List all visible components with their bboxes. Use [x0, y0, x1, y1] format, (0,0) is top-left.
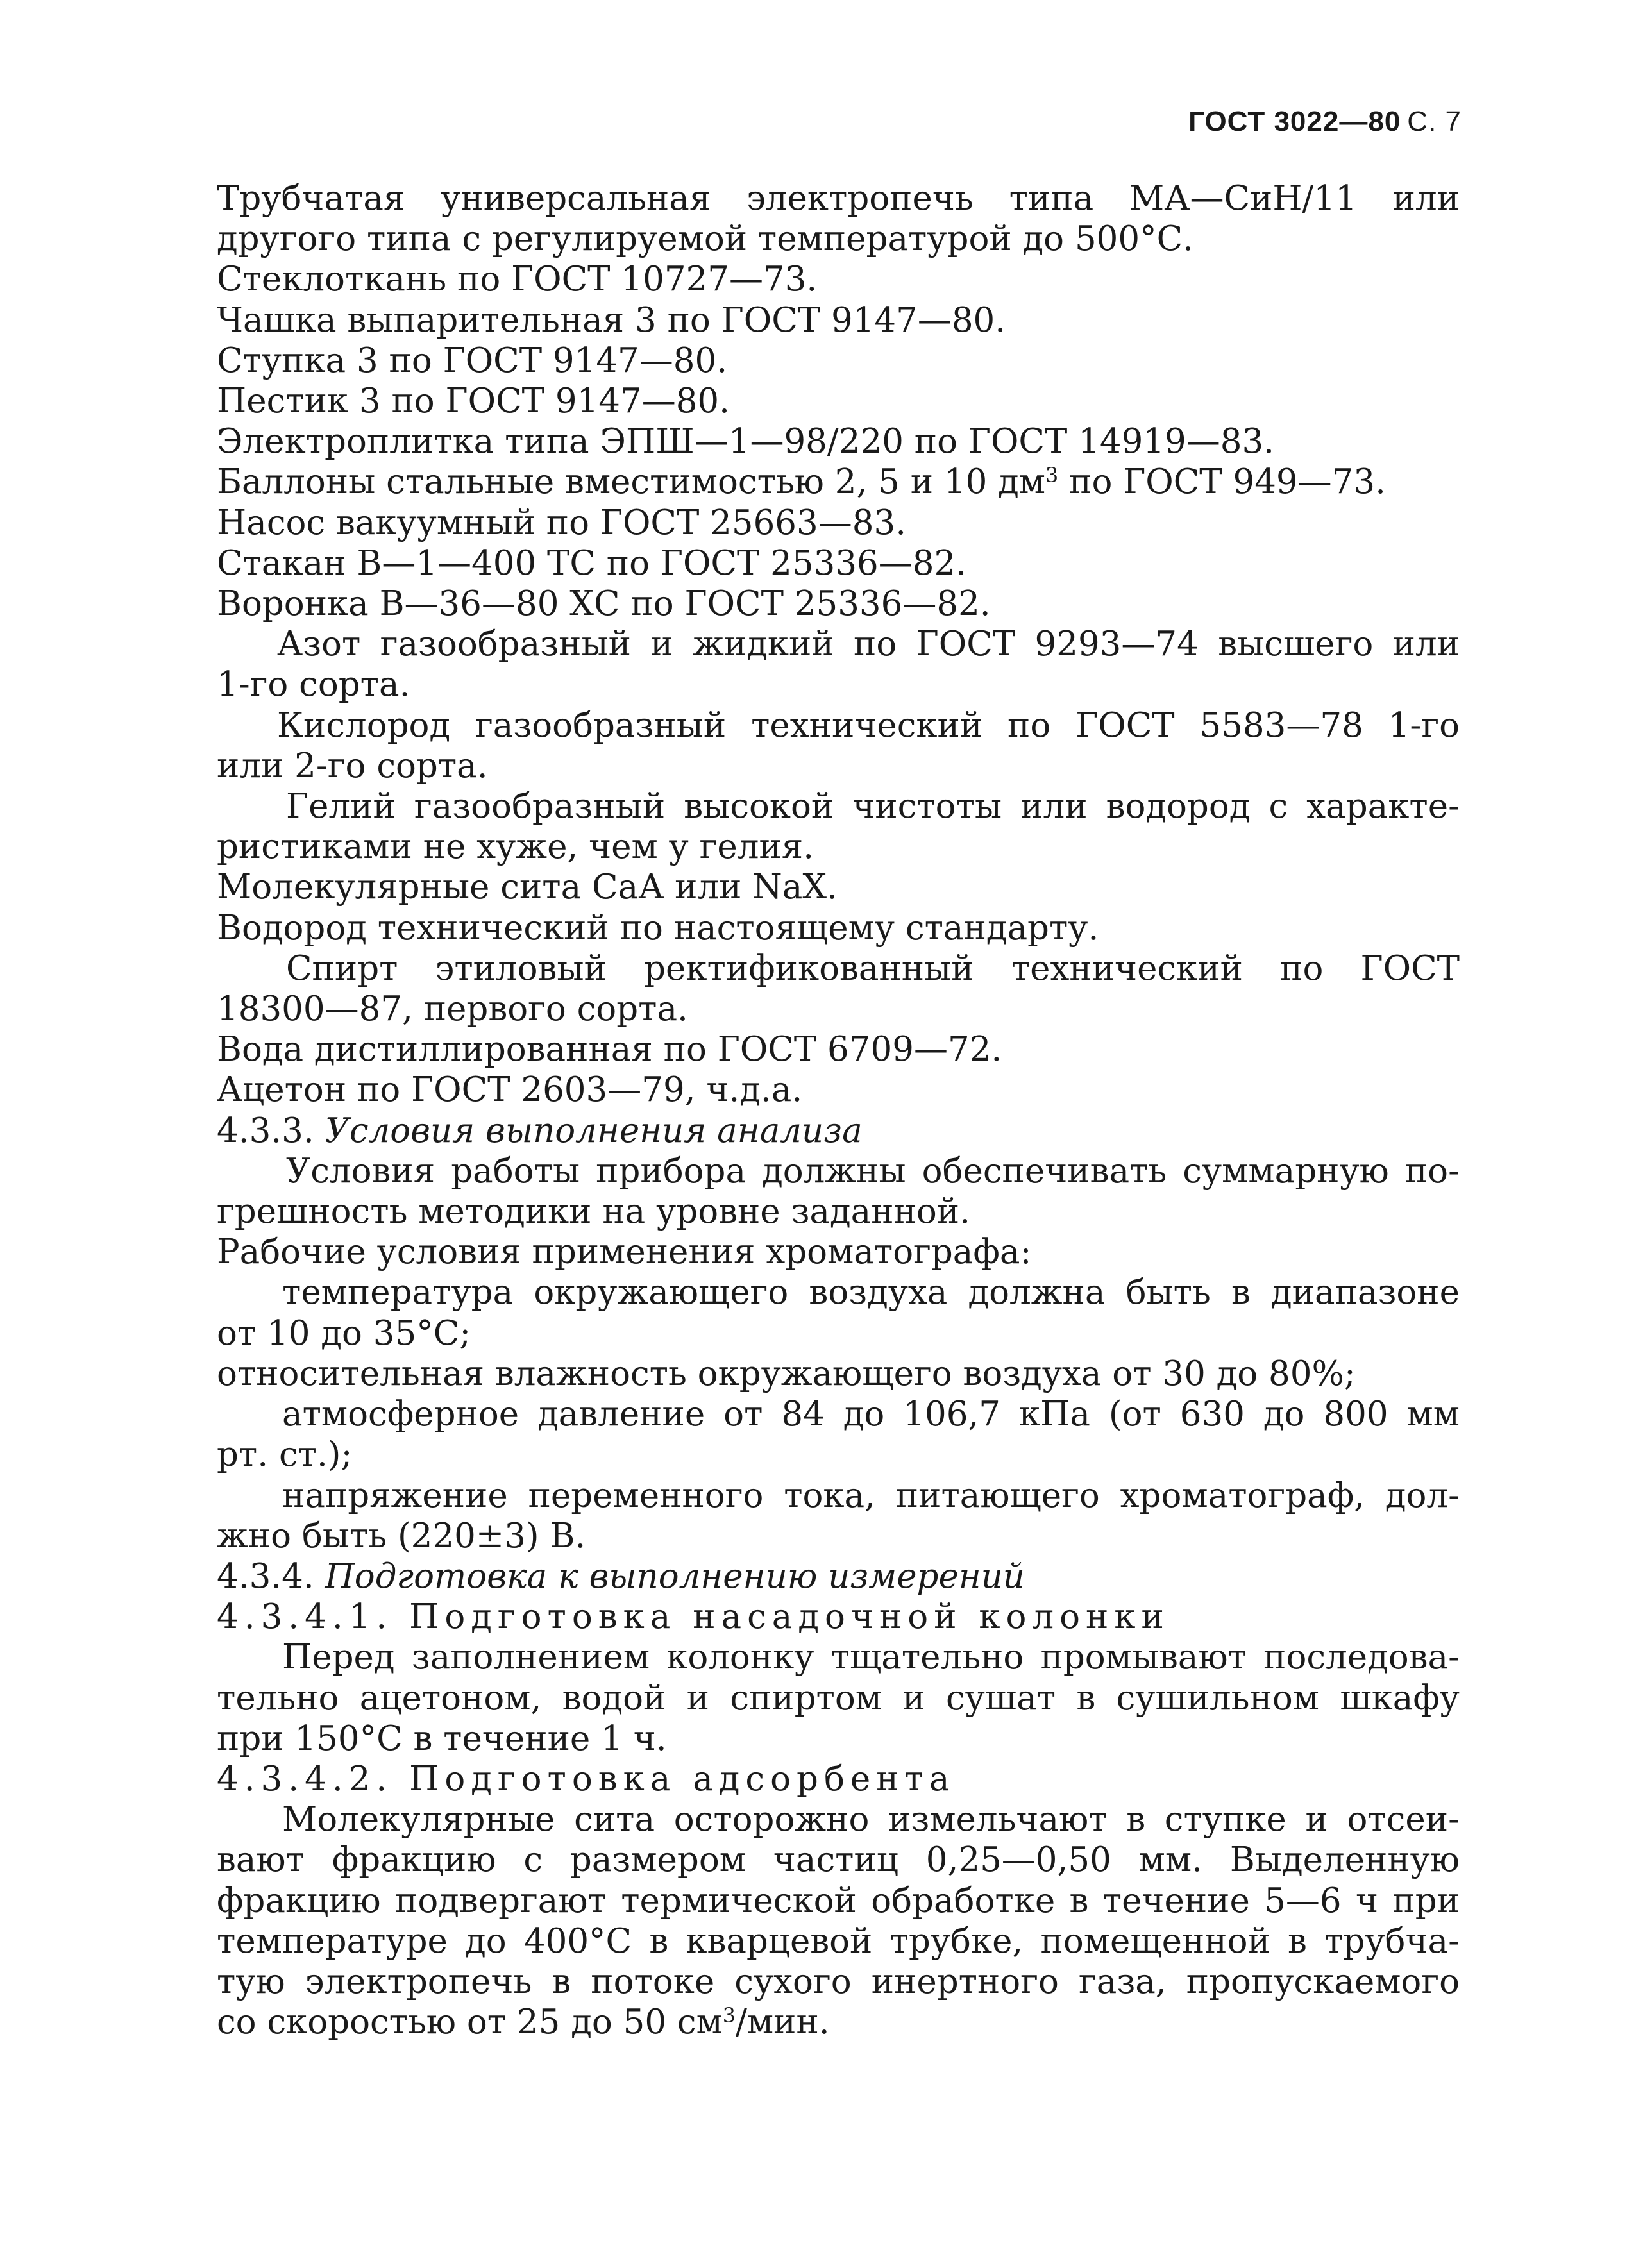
superscript: 3	[1045, 463, 1059, 487]
paragraph-line: Трубчатая универсальная электропечь типа МА—СиН/11 или	[217, 179, 1460, 218]
standard-number: ГОСТ 3022—80	[1188, 106, 1401, 137]
document-body	[217, 178, 1460, 2042]
paragraph-line: Ацетон по ГОСТ 2603—79, ч.д.а.	[217, 1070, 803, 1110]
line-text: Баллоны стальные вместимостью 2, 5 и 10 дм	[217, 462, 1046, 502]
paragraph-line: Стеклоткань по ГОСТ 10727—73.	[217, 260, 818, 299]
paragraph-line: Условия работы прибора должны обеспечивать суммарную по-	[286, 1151, 1460, 1191]
paragraph-line: тельно ацетоном, водой и спиртом и сушат в сушильном шкафу	[217, 1678, 1460, 1718]
paragraph-line: атмосферное давление от 84 до 106,7 кПа (от 630 до 800 мм	[282, 1395, 1460, 1434]
paragraph-line: Водород технический по настоящему стандарту.	[217, 908, 1099, 948]
section-number: 4.3.3.	[217, 1111, 314, 1150]
paragraph-line: фракцию подвергают термической обработке в течение 5—6 ч при	[217, 1881, 1460, 1920]
paragraph-line: от 10 до 35°С;	[217, 1313, 471, 1353]
section-title: Условия выполнения анализа	[325, 1111, 863, 1150]
paragraph-line: Спирт этиловый ректификованный технический по ГОСТ	[286, 948, 1460, 988]
paragraph-line: грешность методики на уровне заданной.	[217, 1192, 970, 1232]
paragraph-line: Воронка В—36—80 ХС по ГОСТ 25336—82.	[217, 584, 991, 624]
paragraph-line: Вода дистиллированная по ГОСТ 6709—72.	[217, 1030, 1002, 1070]
paragraph-line: относительная влажность окружающего воздуха от 30 до 80%;	[217, 1354, 1356, 1393]
superscript: 3	[722, 2003, 736, 2028]
page-header	[1188, 106, 1462, 138]
paragraph-line: Пестик 3 по ГОСТ 9147—80.	[217, 382, 730, 421]
paragraph-line: Молекулярные сита осторожно измельчают в ступке и отсеи-	[282, 1800, 1460, 1840]
paragraph-line: Кислород газообразный технический по ГОСТ 5583—78 1-го	[277, 705, 1460, 745]
paragraph-line: температуре до 400°С в кварцевой трубке, помещенной в трубча-	[217, 1921, 1460, 1961]
section-title: Подготовка к выполнению измерений	[325, 1556, 1025, 1596]
subsection-heading: 4.3.4.1. Подготовка насадочной колонки	[217, 1597, 1170, 1637]
paragraph-line: при 150°С в течение 1 ч.	[217, 1718, 667, 1758]
paragraph-line: температура окружающего воздуха должна быть в диапазоне	[282, 1273, 1460, 1313]
paragraph-line	[217, 2002, 1460, 2042]
paragraph-line: Перед заполнением колонку тщательно промывают последова-	[282, 1638, 1460, 1677]
section-heading	[217, 1111, 1460, 1151]
section-heading	[217, 1556, 1460, 1597]
page-number: С. 7	[1407, 106, 1462, 137]
paragraph-line: ристиками не хуже, чем у гелия.	[217, 827, 814, 867]
paragraph-line: Стакан В—1—400 ТС по ГОСТ 25336—82.	[217, 543, 967, 583]
paragraph-line: жно быть (220±3) В.	[217, 1516, 586, 1556]
line-text: со скоростью от 25 до 50 см	[217, 2003, 723, 2042]
paragraph-line: Гелий газообразный высокой чистоты или водород с характе-	[286, 787, 1460, 827]
paragraph-line: вают фракцию с размером частиц 0,25—0,50 мм. Выделенную	[217, 1840, 1460, 1880]
line-text: по ГОСТ 949—73.	[1058, 462, 1386, 502]
paragraph-line: тую электропечь в потоке сухого инертного газа, пропускаемого	[217, 1961, 1460, 2001]
paragraph-line: Азот газообразный и жидкий по ГОСТ 9293—74 высшего или	[277, 625, 1460, 664]
paragraph-line: Электроплитка типа ЭПШ—1—98/220 по ГОСТ 14919—83.	[217, 422, 1275, 462]
paragraph-line: Молекулярные сита СаА или NaX.	[217, 868, 838, 907]
paragraph-line: Рабочие условия применения хроматографа:	[217, 1232, 1032, 1272]
paragraph-line: Ступка 3 по ГОСТ 9147—80.	[217, 340, 728, 380]
line-text: /мин.	[736, 2003, 830, 2042]
paragraph-line: рт. ст.);	[217, 1435, 353, 1475]
paragraph-line: напряжение переменного тока, питающего хроматограф, дол-	[282, 1475, 1460, 1515]
paragraph-line: другого типа с регулируемой температурой до 500°С.	[217, 219, 1193, 259]
paragraph-line: Насос вакуумный по ГОСТ 25663—83.	[217, 503, 907, 542]
paragraph-line: Чашка выпарительная 3 по ГОСТ 9147—80.	[217, 300, 1006, 340]
paragraph-line: 1-го сорта.	[217, 665, 410, 705]
paragraph-line	[217, 462, 1460, 502]
subsection-heading: 4.3.4.2. Подготовка адсорбента	[217, 1759, 956, 1799]
paragraph-line: 18300—87, первого сорта.	[217, 989, 688, 1029]
section-number: 4.3.4.	[217, 1556, 314, 1596]
paragraph-line: или 2-го сорта.	[217, 746, 488, 785]
